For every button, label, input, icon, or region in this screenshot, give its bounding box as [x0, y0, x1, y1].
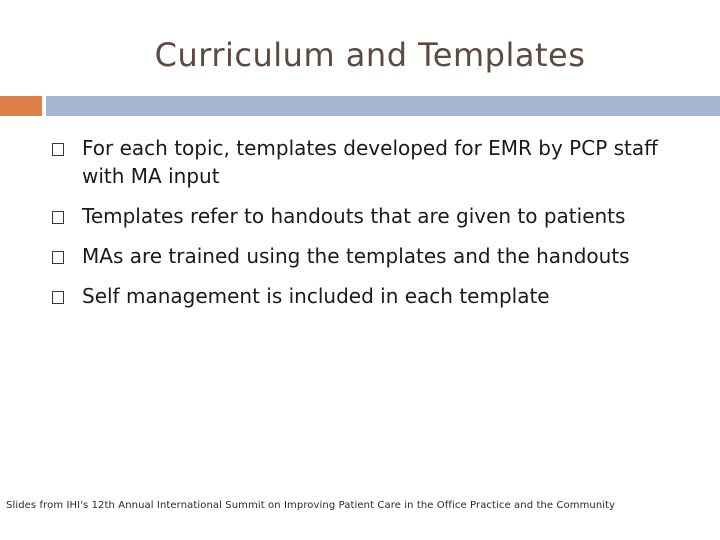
square-bullet-icon: [52, 291, 64, 304]
accent-bar-orange: [0, 96, 42, 116]
square-bullet-icon: [52, 143, 64, 156]
bullet-text: For each topic, templates developed for EMR by PCP staff with MA input: [82, 136, 658, 188]
slide-footer: Slides from IHI's 12th Annual International Summit on Improving Patient Care in the Office Practice and the Community: [6, 500, 616, 511]
bullet-list: [52, 134, 692, 322]
bullet-item: [52, 134, 692, 190]
bullet-item: [52, 242, 692, 270]
square-bullet-icon: [52, 211, 64, 224]
bullet-item: [52, 282, 692, 310]
bullet-item: [52, 202, 692, 230]
square-bullet-icon: [52, 251, 64, 264]
accent-bar-blue: [46, 96, 720, 116]
slide-title: Curriculum and Templates: [154, 36, 586, 74]
bullet-text: MAs are trained using the templates and the handouts: [82, 244, 630, 268]
bullet-text: Self management is included in each template: [82, 284, 550, 308]
bullet-text: Templates refer to handouts that are given to patients: [82, 204, 626, 228]
